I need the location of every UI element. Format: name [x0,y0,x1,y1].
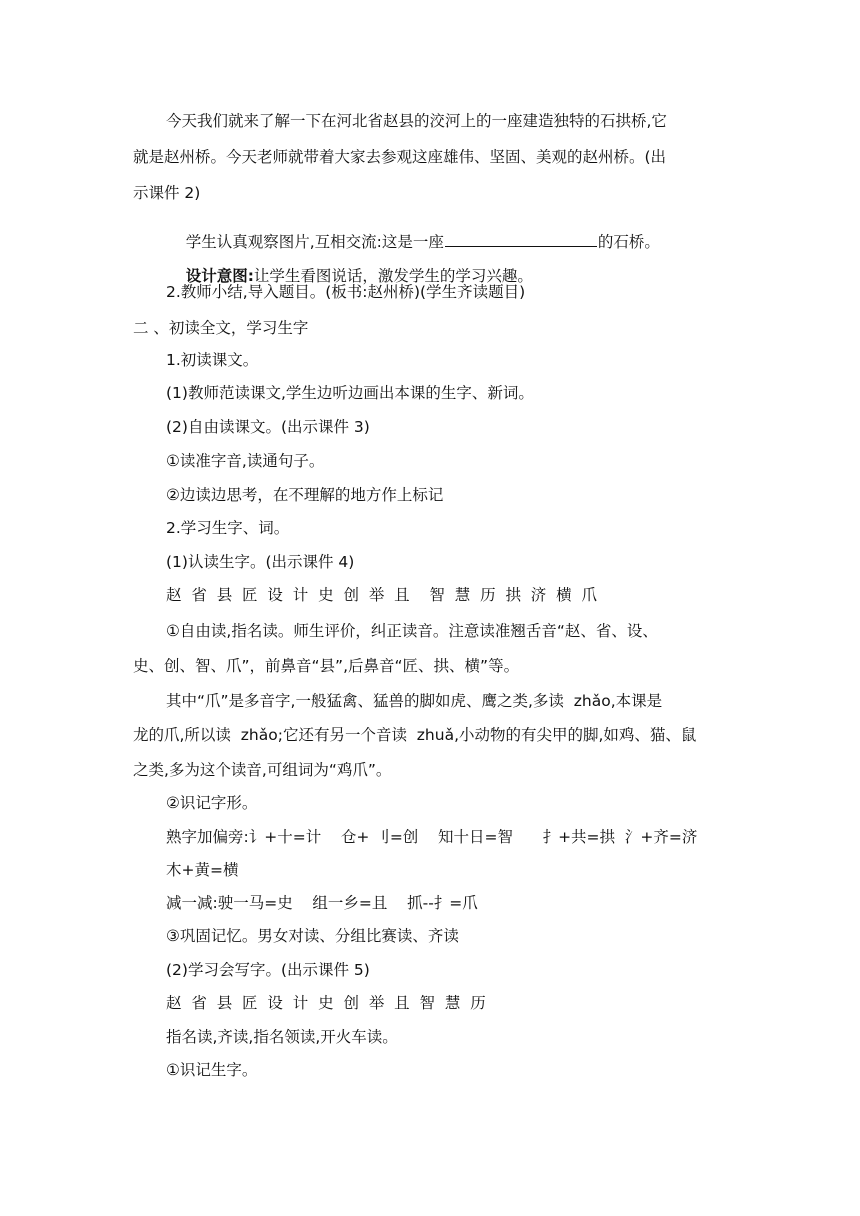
character-list: 赵 省 县 匠 设 计 史 创 举 且 智 慧 历 拱 济 横 爪 [166,586,598,604]
design-intent-text: 让学生看图说话，激发学生的学习兴趣。 [253,267,533,285]
paragraph-line: 史、创、智、爪”，前鼻音“县”,后鼻音“匠、拱、横”等。 [133,657,520,675]
paragraph-line: (2)自由读课文。(出示课件 3) [166,418,370,436]
paragraph-line: 龙的爪,所以读 zhǎo;它还有另一个音读 zhuǎ,小动物的有尖甲的脚,如鸡、猫、鼠 [133,726,697,744]
paragraph-line: 减一减:驶一马=史 组一乡=且 抓--扌=爪 [166,894,478,912]
paragraph-line: (2)学习会写字。(出示课件 5) [166,961,370,979]
paragraph-line: ②识记字形。 [166,794,258,812]
paragraph-line: ②边读边思考，在不理解的地方作上标记 [166,486,444,504]
section-heading: 二 、初读全文，学习生字 [133,319,309,337]
fill-in-prefix: 学生认真观察图片,互相交流:这是一座 [185,233,444,251]
paragraph-line: 1.初读课文。 [166,351,259,369]
paragraph-line: 2.教师小结,导入题目。(板书:赵州桥)(学生齐读题目) [166,283,526,301]
paragraph-line: 就是赵州桥。今天老师就带着大家去参观这座雄伟、坚固、美观的赵州桥。(出 [133,148,667,166]
paragraph-line: ①读准字音,读通句子。 [166,452,325,470]
paragraph-line: 示课件 2) [133,184,201,202]
paragraph-line: 今天我们就来了解一下在河北省赵县的洨河上的一座建造独特的石拱桥,它 [166,112,667,130]
paragraph-line: (1)认读生字。(出示课件 4) [166,553,355,571]
paragraph-line: 2.学习生字、词。 [166,519,290,537]
paragraph-line: ①识记生字。 [166,1061,258,1079]
paragraph-line: 木+黄=横 [166,861,239,879]
paragraph-line: 熟字加偏旁:讠+十=计 仓+ 刂=创 知十日=智 扌+共=拱 氵+齐=济 [166,828,698,846]
paragraph-line: ③巩固记忆。男女对读、分组比赛读、齐读 [166,927,459,945]
paragraph-line: 之类,多为这个读音,可组词为“鸡爪”。 [133,761,392,779]
paragraph-line: 其中“爪”是多音字,一般猛禽、猛兽的脚如虎、鹰之类,多读 zhǎo,本课是 [166,692,663,710]
paragraph-line: 指名读,齐读,指名领读,开火车读。 [166,1028,398,1046]
paragraph-line: ①自由读,指名读。师生评价，纠正读音。注意读准翘舌音“赵、省、设、 [166,622,658,640]
fill-in-suffix: 的石桥。 [597,233,660,251]
blank-underline [445,232,597,247]
design-intent-label: 设计意图: [185,267,254,285]
character-list: 赵 省 县 匠 设 计 史 创 举 且 智 慧 历 [166,994,486,1012]
paragraph-line: (1)教师范读课文,学生边听边画出本课的生字、新词。 [166,384,534,402]
